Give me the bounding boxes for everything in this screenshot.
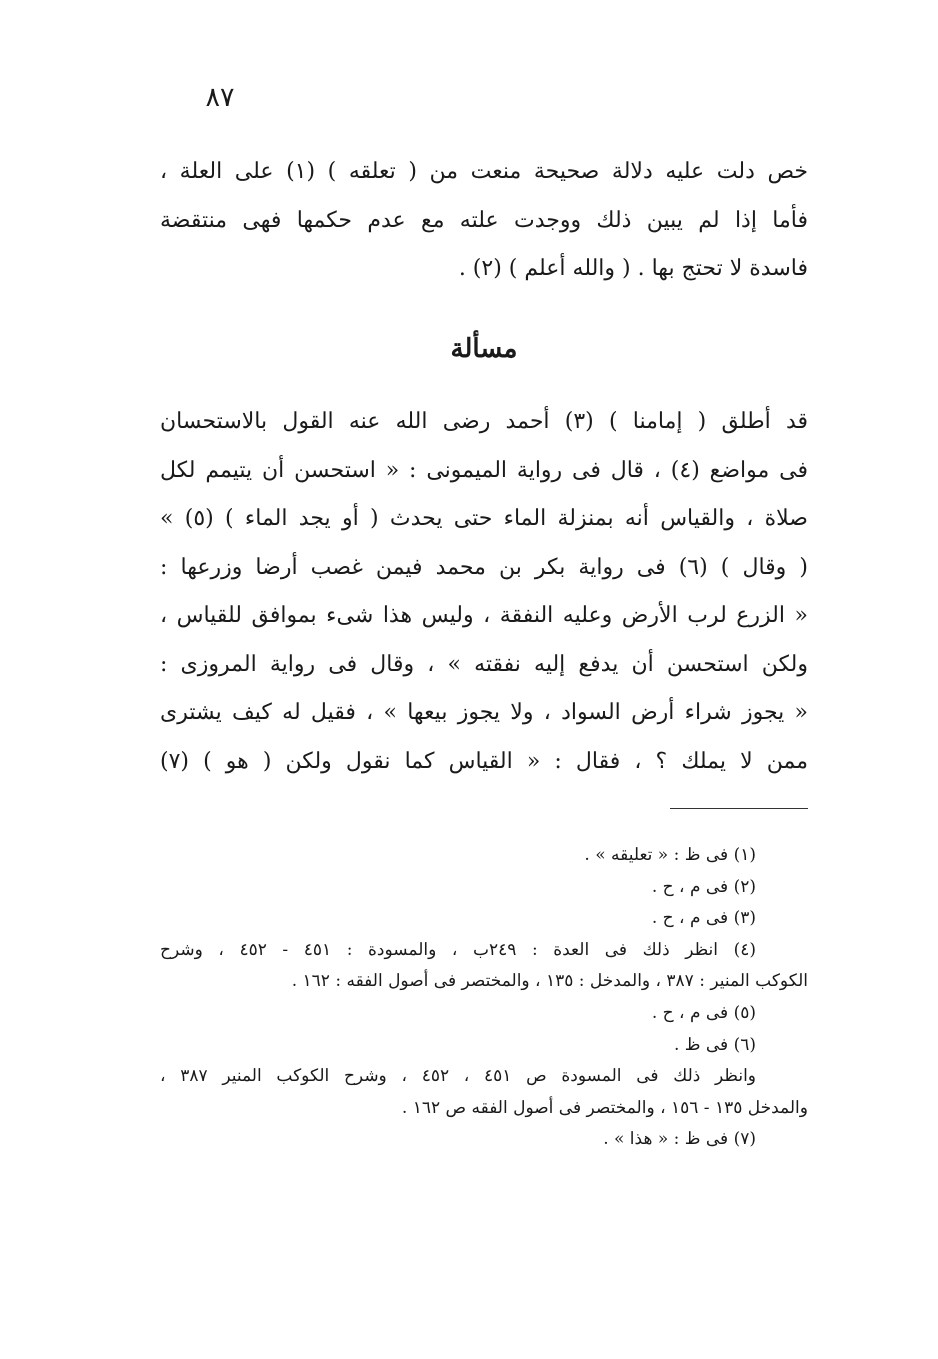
- text-line: « يجوز شراء أرض السواد ، ولا يجوز بيعها » ، فقيل له كيف يشترى: [160, 700, 808, 725]
- section-heading: مسألة: [450, 334, 518, 364]
- text-line: ( وقال ) (٦) فى رواية بكر بن محمد فيمن غصب أرضا وزرعها :: [160, 554, 808, 580]
- text-line: فاسدة لا تحتج بها . ( والله أعلم ) (٢) .: [458, 256, 808, 281]
- footnote-line: (٦) فى ظ .: [673, 1034, 756, 1055]
- footnote-line: (٣) فى م ، ح .: [651, 908, 756, 929]
- text-line: ممن لا يملك ؟ ، فقال : « القياس كما نقول ولكن ( هو ) (٧): [160, 748, 808, 774]
- footnote-line: وانظر ذلك فى المسودة ص ٤٥١ ، ٤٥٢ ، وشرح الكوكب المنير ٣٨٧ ،: [160, 1066, 757, 1087]
- text-line: ولكن استحسن أن يدفع إليه نفقته » ، وقال فى رواية المروزى :: [160, 651, 808, 677]
- page-number: ٨٧: [205, 82, 235, 113]
- text-line: قد أطلق ( إمامنا ) (٣) أحمد رضى الله عنه القول بالاستحسان: [160, 409, 809, 434]
- footnote-line: (٥) فى م ، ح .: [651, 1002, 756, 1023]
- text-line: صلاة ، والقياس أنه بمنزلة الماء حتى يحدث ( أو يجد الماء ) (٥) »: [160, 506, 808, 531]
- footnote-line: (٤) انظر ذلك فى العدة : ٢٤٩ب ، والمسودة : ٤٥١ - ٤٥٢ ، وشرح: [160, 939, 756, 960]
- text-line: خص دلت عليه دلالة صحيحة منعت من ( تعلقه ) (١) على العلة ،: [160, 159, 808, 184]
- footnote-line: (٧) فى ظ : « هذا » .: [603, 1129, 756, 1150]
- footnote-line: (٢) فى م ، ح .: [651, 876, 756, 897]
- footnotes: [160, 840, 808, 1156]
- footnote-separator: [670, 808, 808, 809]
- text-line: « الزرع لرب الأرض وعليه النفقة ، وليس هذا شىء بموافق للقياس ،: [160, 603, 808, 628]
- text-line: فأما إذا لم يبين ذلك ووجدت علته مع عدم حكمها فهى منتقضة: [160, 207, 808, 233]
- footnote-line: (١) فى ظ : « تعليقه » .: [584, 845, 756, 865]
- intro-paragraph: [160, 148, 808, 294]
- text-line: فى مواضع (٤) ، قال فى رواية الميمونى : « استحسن أن يتيمم لكل: [160, 457, 808, 483]
- masala-paragraph: [160, 398, 808, 786]
- footnote-line: الكوكب المنير : ٣٨٧ ، والمدخل : ١٣٥ ، والمختصر فى أصول الفقه : ١٦٢ .: [291, 971, 808, 992]
- footnote-line: والمدخل ١٣٥ - ١٥٦ ، والمختصر فى أصول الفقه ص ١٦٢ .: [401, 1097, 808, 1118]
